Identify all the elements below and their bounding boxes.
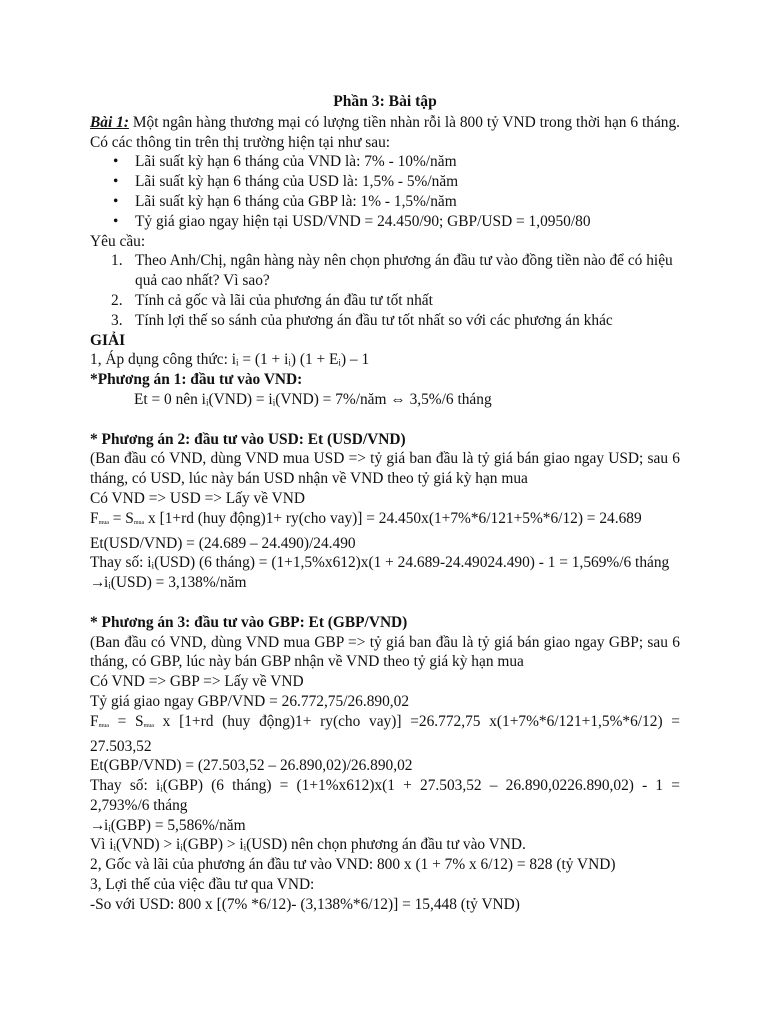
- option3-et: Et(GBP/VND) = (27.503,52 – 26.890,02)/26.890,02: [90, 757, 413, 775]
- page-title: Phần 3: Bài tập: [333, 93, 437, 110]
- list-item: • Tỷ giá giao ngay hiện tại USD/VND = 24.450/90; GBP/USD = 1,0950/80: [135, 212, 680, 232]
- option2-explanation: (Ban đầu có VND, dùng VND mua USD => tỷ giá ban đầu là tỷ giá bán giao ngay USD; sau 6 tháng, có USD, lúc này bán USD nhận về VND theo tỷ giá kỳ hạn mua: [90, 450, 680, 488]
- spot-subscript: mua: [133, 519, 145, 526]
- option3-explanation: (Ban đầu có VND, dùng VND mua GBP => tỷ giá ban đầu là tỷ giá bán giao ngay GBP; sau 6 tháng, có GBP, lúc này bán GBP nhận về VND theo tỷ giá kỳ hạn mua: [90, 633, 680, 671]
- requirement-text: Tính lợi thế so sánh của phương án đầu tư tốt nhất so với các phương án khác: [135, 311, 613, 329]
- option3-spot-rate: Tỷ giá giao ngay GBP/VND = 26.772,75/26.890,02: [90, 692, 410, 710]
- requirements-list: [90, 251, 680, 330]
- requirement-text: Theo Anh/Chị, ngân hàng này nên chọn phương án đầu tư vào đồng tiền nào để có hiệu quả cao nhất? Vì sao?: [135, 252, 673, 290]
- option3-substitution: Thay số: iᵢ(GBP) (6 tháng) = (1+1%x612)x(1 + 27.503,52 – 26.890,0226.890,02) - 1 = 2,793%/6 tháng: [90, 777, 680, 814]
- answer3-heading: 3, Lợi thế của việc đầu tư qua VND:: [90, 876, 315, 894]
- document-page: [90, 92, 680, 915]
- forward-subscript: mua: [98, 722, 109, 729]
- option2-heading: * Phương án 2: đầu tư vào USD: Et (USD/VND): [90, 430, 406, 448]
- requirements-heading: Yêu cầu:: [90, 232, 146, 250]
- answer2-line: 2, Gốc và lãi của phương án đầu tư vào VND: 800 x (1 + 7% x 6/12) = 828 (tỷ VND): [90, 856, 616, 874]
- list-item: • Lãi suất kỳ hạn 6 tháng của USD là: 1,5% - 5%/năm: [135, 172, 680, 192]
- market-info-list: [90, 152, 680, 231]
- arrow-right-icon: →: [90, 574, 106, 592]
- requirement-text: Tính cả gốc và lãi của phương án đầu tư tốt nhất: [135, 291, 433, 309]
- forward-formula: x [1+rd (huy động)1+ ry(cho vay)] =26.772,75 x(1+7%*6/121+1,5%*6/12) = 27.503,52: [90, 712, 680, 755]
- option2-flow: Có VND => USD => Lấy về VND: [90, 489, 305, 507]
- spot-symbol: = S: [108, 509, 134, 527]
- bai1-label: Bài 1:: [90, 113, 129, 131]
- list-item: [111, 291, 680, 311]
- list-item: • Lãi suất kỳ hạn 6 tháng của GBP là: 1% - 1,5%/năm: [135, 192, 680, 212]
- forward-symbol: F: [90, 509, 99, 527]
- conclusion-line: Vì iᵢ(VND) > iᵢ(GBP) > iᵢ(USD) nên chọn phương án đầu tư vào VND.: [90, 836, 526, 854]
- list-item: • Lãi suất kỳ hạn 6 tháng của VND là: 7% - 10%/năm: [135, 152, 680, 172]
- requirement-number: 3.: [111, 311, 123, 329]
- requirement-number: 2.: [111, 291, 123, 309]
- list-item: [111, 251, 680, 291]
- option2-substitution: Thay số: iᵢ(USD) (6 tháng) = (1+1,5%x612)x(1 + 24.689-24.49024.490) - 1 = 1,569%/6 tháng: [90, 554, 670, 572]
- forward-subscript: mua: [98, 519, 109, 526]
- option1-heading: *Phương án 1: đầu tư vào VND:: [90, 371, 303, 389]
- list-item: [111, 311, 680, 331]
- option2-result: [90, 573, 680, 593]
- bai1-intro: [90, 113, 680, 153]
- option2-et: Et(USD/VND) = (24.689 – 24.490)/24.490: [90, 534, 356, 552]
- option1-line: Et = 0 nên iᵢ(VND) = iᵢ(VND) = 7%/năm ⇔ 3,5%/6 tháng: [134, 390, 492, 408]
- option2-result-text: iᵢ(USD) = 3,138%/năm: [104, 574, 247, 592]
- spot-subscript: mua: [143, 722, 154, 729]
- solution-heading: GIẢI: [90, 331, 126, 349]
- arrow-right-icon: →: [90, 816, 106, 834]
- option3-heading: * Phương án 3: đầu tư vào GBP: Et (GBP/VND): [90, 613, 408, 631]
- option3-result-text: iᵢ(GBP) = 5,586%/năm: [104, 816, 246, 834]
- option2-forward-rate: [90, 509, 680, 534]
- option3-flow: Có VND => GBP => Lấy về VND: [90, 673, 304, 691]
- spacer: [90, 593, 680, 613]
- requirement-number: 1.: [111, 252, 123, 270]
- spacer: [90, 410, 680, 430]
- bai1-intro-text: Một ngân hàng thương mại có lượng tiền nhàn rỗi là 800 tỷ VND trong thời hạn 6 tháng. Có các thông tin trên thị trường hiện tại như sau:: [90, 113, 681, 151]
- forward-symbol: F: [90, 712, 99, 730]
- spot-symbol: = S: [108, 712, 144, 730]
- formula-line: 1, Áp dụng công thức: iᵢ = (1 + iᵢ) (1 + Eᵢ) – 1: [90, 351, 370, 369]
- option3-forward-rate: [90, 712, 680, 757]
- forward-formula: x [1+rd (huy động)1+ ry(cho vay)] = 24.450x(1+7%*6/121+5%*6/12) = 24.689: [144, 509, 642, 527]
- answer3-usd-line: -So với USD: 800 x [(7% *6/12)- (3,138%*6/12)] = 15,448 (tỷ VND): [90, 895, 520, 913]
- option3-result: [90, 816, 680, 836]
